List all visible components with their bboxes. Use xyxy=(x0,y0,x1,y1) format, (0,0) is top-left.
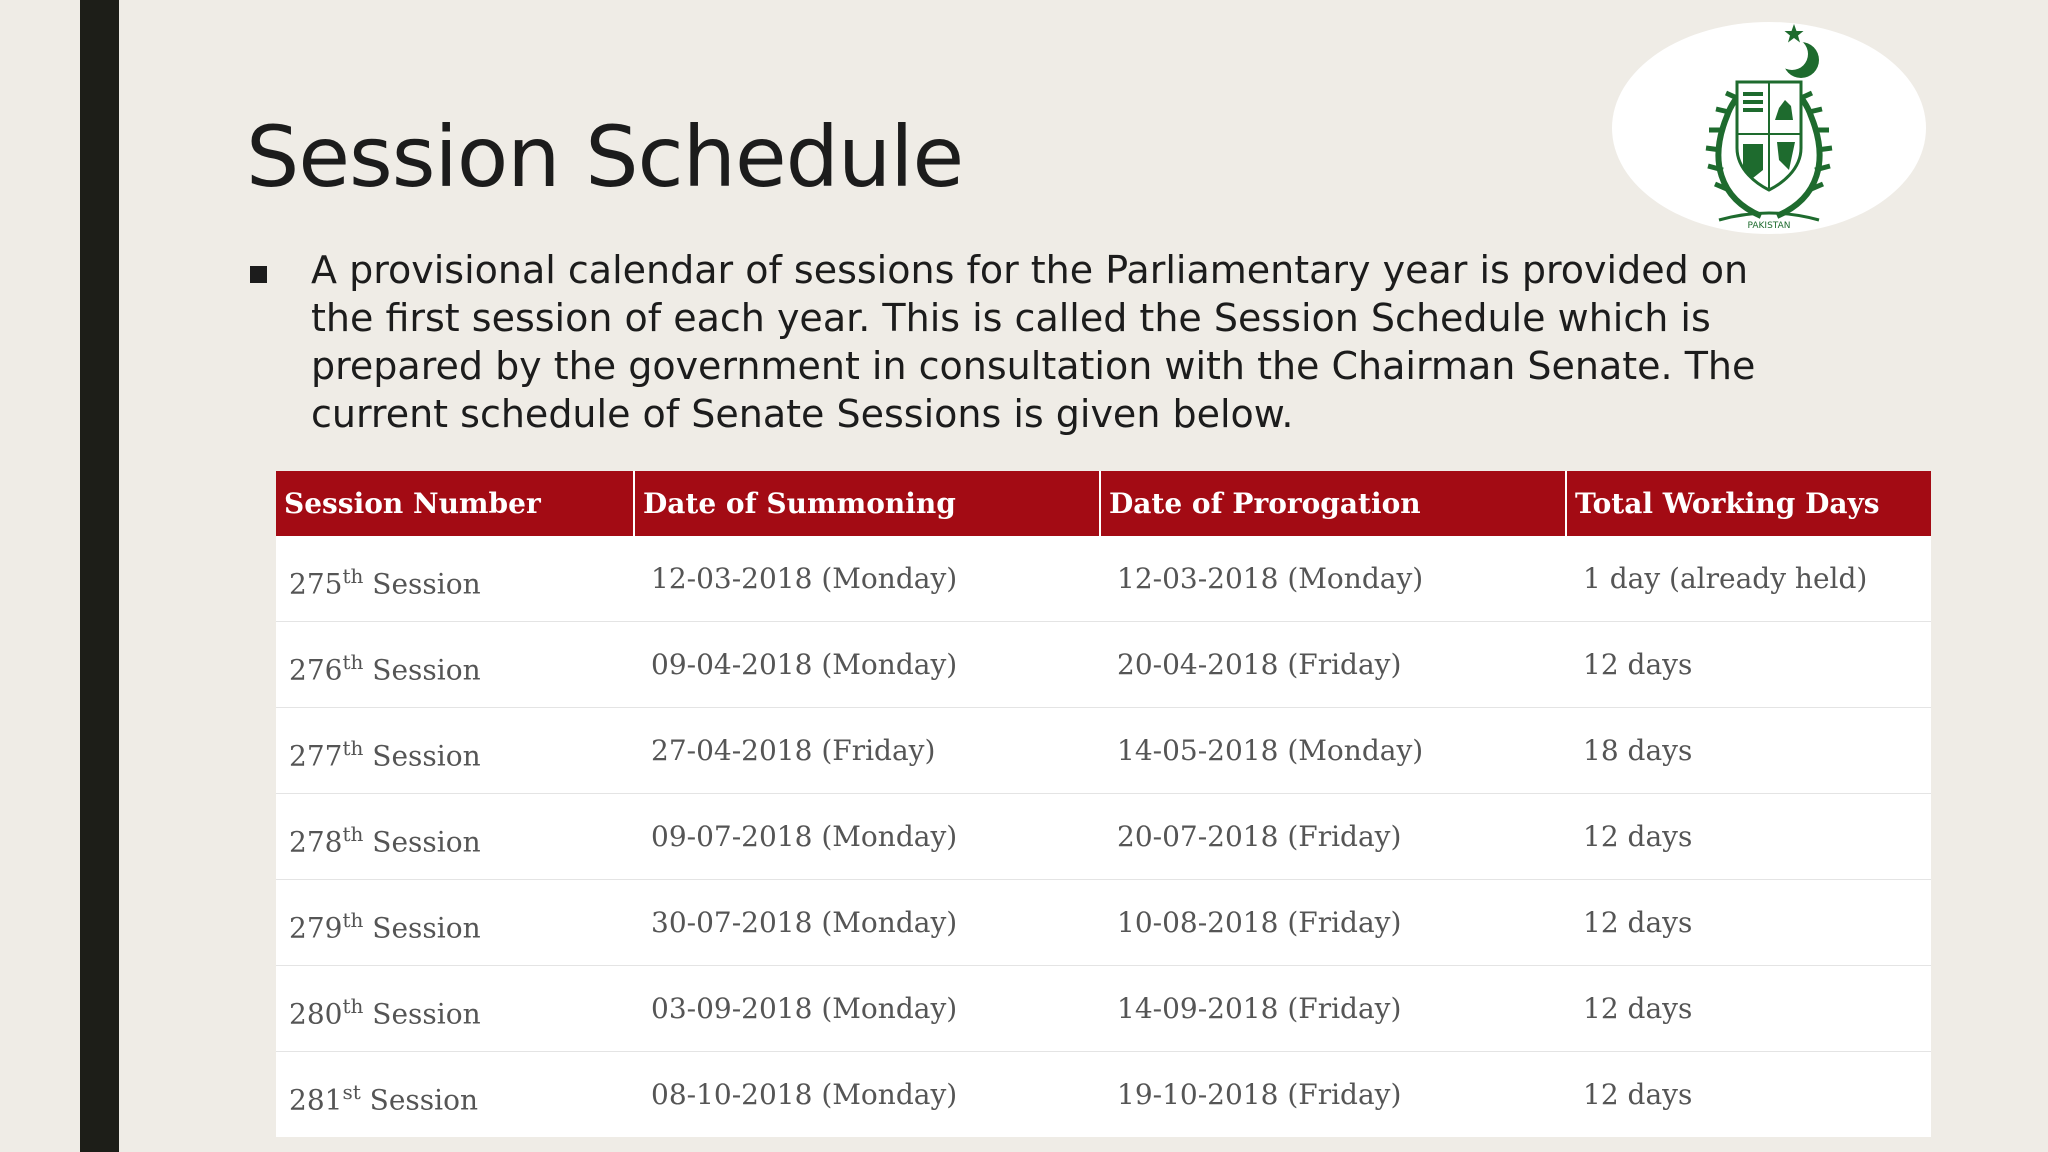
table-row xyxy=(276,794,1931,880)
table-row xyxy=(276,880,1931,966)
header-total-working-days: Total Working Days xyxy=(1566,471,1931,536)
table-row xyxy=(276,966,1931,1052)
slide-title: Session Schedule xyxy=(246,108,964,206)
summoning-date-cell: 30-07-2018 (Monday) xyxy=(634,880,1100,966)
session-number-cell: 278th Session xyxy=(276,794,634,880)
working-days-cell: 12 days xyxy=(1566,622,1931,708)
working-days-cell: 12 days xyxy=(1566,880,1931,966)
summoning-date-cell: 09-07-2018 (Monday) xyxy=(634,794,1100,880)
svg-text:PAKISTAN: PAKISTAN xyxy=(1747,221,1791,231)
session-number-cell: 276th Session xyxy=(276,622,634,708)
prorogation-date-cell: 12-03-2018 (Monday) xyxy=(1100,536,1566,622)
summoning-date-cell: 03-09-2018 (Monday) xyxy=(634,966,1100,1052)
prorogation-date-cell: 14-09-2018 (Friday) xyxy=(1100,966,1566,1052)
state-emblem-icon xyxy=(1611,20,1927,235)
table-row xyxy=(276,708,1931,794)
header-date-of-prorogation: Date of Prorogation xyxy=(1100,471,1566,536)
table-row xyxy=(276,536,1931,622)
session-number-cell: 277th Session xyxy=(276,708,634,794)
working-days-cell: 12 days xyxy=(1566,794,1931,880)
prorogation-date-cell: 19-10-2018 (Friday) xyxy=(1117,1078,1402,1111)
header-date-of-summoning: Date of Summoning xyxy=(634,471,1100,536)
summoning-date-cell: 09-04-2018 (Monday) xyxy=(634,622,1100,708)
session-number-cell: 279th Session xyxy=(276,880,634,966)
working-days-cell: 12 days xyxy=(1566,966,1931,1052)
session-number-cell: 281st Session xyxy=(289,1080,479,1117)
working-days-cell: 1 day (already held) xyxy=(1566,536,1931,622)
summoning-date-cell: 08-10-2018 (Monday) xyxy=(651,1078,958,1111)
working-days-cell: 18 days xyxy=(1566,708,1931,794)
session-schedule-table xyxy=(276,471,1931,1137)
table-header-row xyxy=(276,471,1931,536)
prorogation-date-cell: 10-08-2018 (Friday) xyxy=(1100,880,1566,966)
prorogation-date-cell: 14-05-2018 (Monday) xyxy=(1100,708,1566,794)
summoning-date-cell: 12-03-2018 (Monday) xyxy=(634,536,1100,622)
table-row xyxy=(276,622,1931,708)
working-days-cell: 12 days xyxy=(1583,1078,1693,1111)
session-number-cell: 280th Session xyxy=(276,966,634,1052)
summoning-date-cell: 27-04-2018 (Friday) xyxy=(634,708,1100,794)
left-accent-bar xyxy=(80,0,119,1152)
prorogation-date-cell: 20-07-2018 (Friday) xyxy=(1100,794,1566,880)
table-row xyxy=(276,1052,1931,1138)
header-session-number: Session Number xyxy=(276,471,634,536)
prorogation-date-cell: 20-04-2018 (Friday) xyxy=(1100,622,1566,708)
bullet-square-icon xyxy=(250,266,267,283)
intro-paragraph: A provisional calendar of sessions for the Parliamentary year is provided on the first session of each year. This is called the Session Schedule which is prepared by the government in consultation with the Chairman Senate. The current schedule of Senate Sessions is given below. xyxy=(311,248,1756,436)
session-number-cell: 275th Session xyxy=(276,536,634,622)
